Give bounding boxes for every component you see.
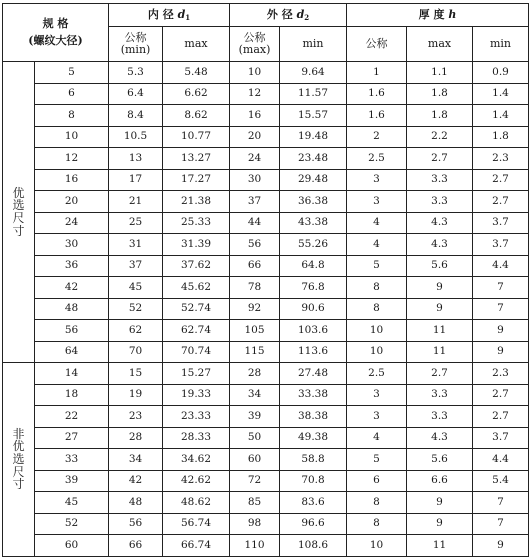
cell-d2-nominal: 39 <box>230 406 280 428</box>
header-h-max: max <box>407 27 473 62</box>
cell-spec: 48 <box>35 298 109 320</box>
cell-h-max: 11 <box>407 535 473 557</box>
cell-d2-nominal: 28 <box>230 363 280 385</box>
header-outer-subscript: 2 <box>304 12 310 22</box>
group-label: 优选尺寸 <box>12 185 25 238</box>
cell-h-max: 4.3 <box>407 427 473 449</box>
header-inner-diameter <box>109 4 230 27</box>
group-label: 非优选尺寸 <box>12 426 25 492</box>
cell-h-min: 2.7 <box>473 191 529 213</box>
cell-h-max: 2.7 <box>407 148 473 170</box>
cell-h-max: 3.3 <box>407 169 473 191</box>
cell-spec: 16 <box>35 169 109 191</box>
cell-d2-min: 90.6 <box>280 298 347 320</box>
cell-d2-nominal: 50 <box>230 427 280 449</box>
washer-dimension-table <box>2 3 529 557</box>
cell-h-min: 2.3 <box>473 148 529 170</box>
cell-d1-max: 37.62 <box>163 255 230 277</box>
cell-h-min: 1.4 <box>473 105 529 127</box>
cell-d2-nominal: 72 <box>230 470 280 492</box>
cell-d2-nominal: 66 <box>230 255 280 277</box>
cell-d2-min: 36.38 <box>280 191 347 213</box>
cell-spec: 5 <box>35 62 109 84</box>
cell-h-min: 3.7 <box>473 427 529 449</box>
cell-d1-max: 28.33 <box>163 427 230 449</box>
table-row <box>3 105 529 127</box>
cell-d2-min: 38.38 <box>280 406 347 428</box>
cell-h-max: 9 <box>407 492 473 514</box>
cell-h-nominal: 3 <box>347 406 407 428</box>
table-row <box>3 83 529 105</box>
cell-d2-min: 70.8 <box>280 470 347 492</box>
cell-h-nominal: 2.5 <box>347 148 407 170</box>
group-nonpreferred <box>3 363 35 557</box>
cell-d2-nominal: 16 <box>230 105 280 127</box>
cell-d1-max: 45.62 <box>163 277 230 299</box>
cell-d1-nominal: 17 <box>109 169 163 191</box>
cell-h-min: 2.3 <box>473 363 529 385</box>
table-row <box>3 341 529 363</box>
cell-spec: 24 <box>35 212 109 234</box>
cell-d2-min: 103.6 <box>280 320 347 342</box>
cell-d2-min: 23.48 <box>280 148 347 170</box>
cell-d1-nominal: 31 <box>109 234 163 256</box>
table-row <box>3 363 529 385</box>
cell-d2-nominal: 85 <box>230 492 280 514</box>
header-d2-nominal-line2: (max) <box>238 43 271 56</box>
cell-d2-min: 113.6 <box>280 341 347 363</box>
cell-spec: 22 <box>35 406 109 428</box>
cell-h-nominal: 1.6 <box>347 105 407 127</box>
cell-h-max: 4.3 <box>407 212 473 234</box>
cell-h-min: 3.7 <box>473 234 529 256</box>
table-row <box>3 320 529 342</box>
header-inner-label: 内 径 <box>147 7 178 21</box>
cell-d1-nominal: 25 <box>109 212 163 234</box>
cell-d1-nominal: 62 <box>109 320 163 342</box>
cell-d1-nominal: 42 <box>109 470 163 492</box>
cell-d1-nominal: 34 <box>109 449 163 471</box>
cell-h-max: 9 <box>407 513 473 535</box>
cell-d1-max: 15.27 <box>163 363 230 385</box>
cell-d1-nominal: 23 <box>109 406 163 428</box>
cell-d2-min: 96.6 <box>280 513 347 535</box>
cell-d2-min: 9.64 <box>280 62 347 84</box>
header-d2-min: min <box>280 27 347 62</box>
cell-d2-nominal: 12 <box>230 83 280 105</box>
cell-d1-max: 34.62 <box>163 449 230 471</box>
cell-h-nominal: 8 <box>347 277 407 299</box>
cell-h-max: 4.3 <box>407 234 473 256</box>
cell-spec: 8 <box>35 105 109 127</box>
cell-h-min: 0.9 <box>473 62 529 84</box>
cell-d2-nominal: 10 <box>230 62 280 84</box>
cell-h-nominal: 6 <box>347 470 407 492</box>
cell-h-max: 3.3 <box>407 191 473 213</box>
cell-d1-nominal: 8.4 <box>109 105 163 127</box>
cell-h-nominal: 3 <box>347 191 407 213</box>
cell-d1-max: 66.74 <box>163 535 230 557</box>
cell-h-max: 11 <box>407 341 473 363</box>
header-spec-line1: 规 格 <box>42 17 69 31</box>
cell-d1-max: 5.48 <box>163 62 230 84</box>
cell-d2-nominal: 20 <box>230 126 280 148</box>
table-row <box>3 169 529 191</box>
cell-h-max: 11 <box>407 320 473 342</box>
header-d1-nominal-line2: (min) <box>120 43 151 56</box>
cell-h-nominal: 10 <box>347 341 407 363</box>
cell-d2-min: 43.38 <box>280 212 347 234</box>
cell-d1-nominal: 5.3 <box>109 62 163 84</box>
cell-spec: 12 <box>35 148 109 170</box>
cell-d2-min: 49.38 <box>280 427 347 449</box>
cell-d1-nominal: 37 <box>109 255 163 277</box>
cell-d2-nominal: 78 <box>230 277 280 299</box>
cell-h-min: 3.7 <box>473 212 529 234</box>
table-row <box>3 148 529 170</box>
table-row <box>3 298 529 320</box>
cell-d1-nominal: 10.5 <box>109 126 163 148</box>
cell-d1-max: 21.38 <box>163 191 230 213</box>
cell-d1-max: 62.74 <box>163 320 230 342</box>
cell-h-nominal: 5 <box>347 449 407 471</box>
cell-d2-nominal: 110 <box>230 535 280 557</box>
cell-spec: 20 <box>35 191 109 213</box>
table-body <box>3 62 529 557</box>
cell-d2-min: 76.8 <box>280 277 347 299</box>
header-d1-nominal-line1: 公称 <box>124 31 147 45</box>
cell-h-nominal: 10 <box>347 320 407 342</box>
header-thick-symbol: h <box>448 8 457 22</box>
cell-spec: 42 <box>35 277 109 299</box>
cell-h-nominal: 3 <box>347 384 407 406</box>
cell-h-nominal: 4 <box>347 234 407 256</box>
cell-h-nominal: 4 <box>347 212 407 234</box>
cell-d1-nominal: 56 <box>109 513 163 535</box>
table-row <box>3 535 529 557</box>
cell-spec: 56 <box>35 320 109 342</box>
cell-h-max: 3.3 <box>407 384 473 406</box>
cell-d2-min: 33.38 <box>280 384 347 406</box>
table-row <box>3 427 529 449</box>
header-inner-symbol: d <box>177 7 186 21</box>
group-preferred <box>3 62 35 363</box>
cell-spec: 6 <box>35 83 109 105</box>
cell-h-max: 9 <box>407 298 473 320</box>
cell-d2-nominal: 34 <box>230 384 280 406</box>
cell-h-min: 2.7 <box>473 406 529 428</box>
cell-h-nominal: 8 <box>347 492 407 514</box>
cell-h-nominal: 3 <box>347 169 407 191</box>
cell-d2-min: 108.6 <box>280 535 347 557</box>
table-row <box>3 449 529 471</box>
cell-d2-nominal: 115 <box>230 341 280 363</box>
cell-d2-nominal: 37 <box>230 191 280 213</box>
cell-d2-nominal: 105 <box>230 320 280 342</box>
cell-spec: 52 <box>35 513 109 535</box>
cell-h-nominal: 8 <box>347 298 407 320</box>
cell-d2-min: 83.6 <box>280 492 347 514</box>
cell-h-min: 2.7 <box>473 384 529 406</box>
cell-h-max: 2.2 <box>407 126 473 148</box>
cell-h-nominal: 5 <box>347 255 407 277</box>
header-d1-max: max <box>163 27 230 62</box>
cell-h-min: 7 <box>473 298 529 320</box>
cell-d2-min: 55.26 <box>280 234 347 256</box>
cell-d1-max: 19.33 <box>163 384 230 406</box>
cell-spec: 27 <box>35 427 109 449</box>
cell-h-nominal: 2.5 <box>347 363 407 385</box>
header-outer-symbol: d <box>296 7 305 21</box>
cell-spec: 18 <box>35 384 109 406</box>
cell-d2-min: 11.57 <box>280 83 347 105</box>
cell-h-min: 7 <box>473 277 529 299</box>
cell-d1-max: 25.33 <box>163 212 230 234</box>
table-row <box>3 126 529 148</box>
cell-d2-nominal: 30 <box>230 169 280 191</box>
header-h-min: min <box>473 27 529 62</box>
cell-d1-max: 52.74 <box>163 298 230 320</box>
cell-h-min: 5.4 <box>473 470 529 492</box>
cell-spec: 10 <box>35 126 109 148</box>
cell-d2-min: 29.48 <box>280 169 347 191</box>
cell-d1-max: 31.39 <box>163 234 230 256</box>
cell-d2-nominal: 60 <box>230 449 280 471</box>
header-thickness <box>347 4 529 27</box>
cell-h-max: 5.6 <box>407 255 473 277</box>
cell-d1-nominal: 15 <box>109 363 163 385</box>
cell-spec: 39 <box>35 470 109 492</box>
cell-h-nominal: 2 <box>347 126 407 148</box>
cell-spec: 36 <box>35 255 109 277</box>
cell-h-max: 5.6 <box>407 449 473 471</box>
cell-d2-min: 27.48 <box>280 363 347 385</box>
table-row <box>3 255 529 277</box>
table-row <box>3 470 529 492</box>
header-d1-nominal <box>109 27 163 62</box>
cell-h-nominal: 4 <box>347 427 407 449</box>
cell-h-nominal: 1 <box>347 62 407 84</box>
cell-d1-max: 8.62 <box>163 105 230 127</box>
cell-h-nominal: 10 <box>347 535 407 557</box>
cell-h-max: 9 <box>407 277 473 299</box>
cell-d1-nominal: 6.4 <box>109 83 163 105</box>
cell-h-min: 9 <box>473 535 529 557</box>
cell-d1-max: 70.74 <box>163 341 230 363</box>
cell-d2-min: 58.8 <box>280 449 347 471</box>
cell-d1-nominal: 21 <box>109 191 163 213</box>
cell-d1-nominal: 13 <box>109 148 163 170</box>
cell-h-min: 4.4 <box>473 255 529 277</box>
table-row <box>3 191 529 213</box>
cell-h-max: 1.8 <box>407 105 473 127</box>
cell-h-min: 1.4 <box>473 83 529 105</box>
cell-d2-nominal: 24 <box>230 148 280 170</box>
cell-d2-nominal: 92 <box>230 298 280 320</box>
cell-d2-nominal: 98 <box>230 513 280 535</box>
cell-d1-max: 17.27 <box>163 169 230 191</box>
cell-h-max: 1.8 <box>407 83 473 105</box>
header-outer-diameter <box>230 4 347 27</box>
table-row <box>3 277 529 299</box>
cell-h-max: 3.3 <box>407 406 473 428</box>
cell-h-min: 9 <box>473 341 529 363</box>
cell-spec: 60 <box>35 535 109 557</box>
cell-spec: 30 <box>35 234 109 256</box>
header-d2-nominal <box>230 27 280 62</box>
cell-d1-nominal: 70 <box>109 341 163 363</box>
cell-h-min: 7 <box>473 492 529 514</box>
cell-d1-max: 13.27 <box>163 148 230 170</box>
cell-h-min: 7 <box>473 513 529 535</box>
table-row <box>3 384 529 406</box>
cell-d1-nominal: 19 <box>109 384 163 406</box>
cell-spec: 33 <box>35 449 109 471</box>
cell-spec: 14 <box>35 363 109 385</box>
cell-d1-max: 6.62 <box>163 83 230 105</box>
table-row <box>3 212 529 234</box>
cell-d2-min: 64.8 <box>280 255 347 277</box>
header-h-nominal: 公称 <box>347 27 407 62</box>
cell-h-max: 6.6 <box>407 470 473 492</box>
cell-h-nominal: 1.6 <box>347 83 407 105</box>
table-row <box>3 513 529 535</box>
cell-h-max: 2.7 <box>407 363 473 385</box>
cell-d1-max: 23.33 <box>163 406 230 428</box>
cell-h-min: 2.7 <box>473 169 529 191</box>
cell-d1-nominal: 48 <box>109 492 163 514</box>
cell-h-max: 1.1 <box>407 62 473 84</box>
cell-d1-max: 42.62 <box>163 470 230 492</box>
cell-h-min: 9 <box>473 320 529 342</box>
cell-h-min: 1.8 <box>473 126 529 148</box>
header-spec <box>3 4 109 62</box>
table-row <box>3 234 529 256</box>
cell-d1-nominal: 45 <box>109 277 163 299</box>
cell-spec: 64 <box>35 341 109 363</box>
cell-d1-nominal: 66 <box>109 535 163 557</box>
cell-spec: 45 <box>35 492 109 514</box>
cell-d1-nominal: 52 <box>109 298 163 320</box>
cell-h-min: 4.4 <box>473 449 529 471</box>
cell-d1-nominal: 28 <box>109 427 163 449</box>
header-thick-label: 厚 度 <box>418 8 449 22</box>
cell-d2-min: 19.48 <box>280 126 347 148</box>
cell-d2-nominal: 56 <box>230 234 280 256</box>
table-row <box>3 406 529 428</box>
cell-d1-max: 56.74 <box>163 513 230 535</box>
cell-d1-max: 10.77 <box>163 126 230 148</box>
header-spec-line2: (螺纹大径) <box>28 34 83 47</box>
cell-h-nominal: 8 <box>347 513 407 535</box>
cell-d2-min: 15.57 <box>280 105 347 127</box>
table-row <box>3 492 529 514</box>
cell-d1-max: 48.62 <box>163 492 230 514</box>
header-inner-subscript: 1 <box>185 12 191 22</box>
header-d2-nominal-line1: 公称 <box>243 31 266 45</box>
table-row <box>3 62 529 84</box>
cell-d2-nominal: 44 <box>230 212 280 234</box>
header-outer-label: 外 径 <box>266 7 297 21</box>
